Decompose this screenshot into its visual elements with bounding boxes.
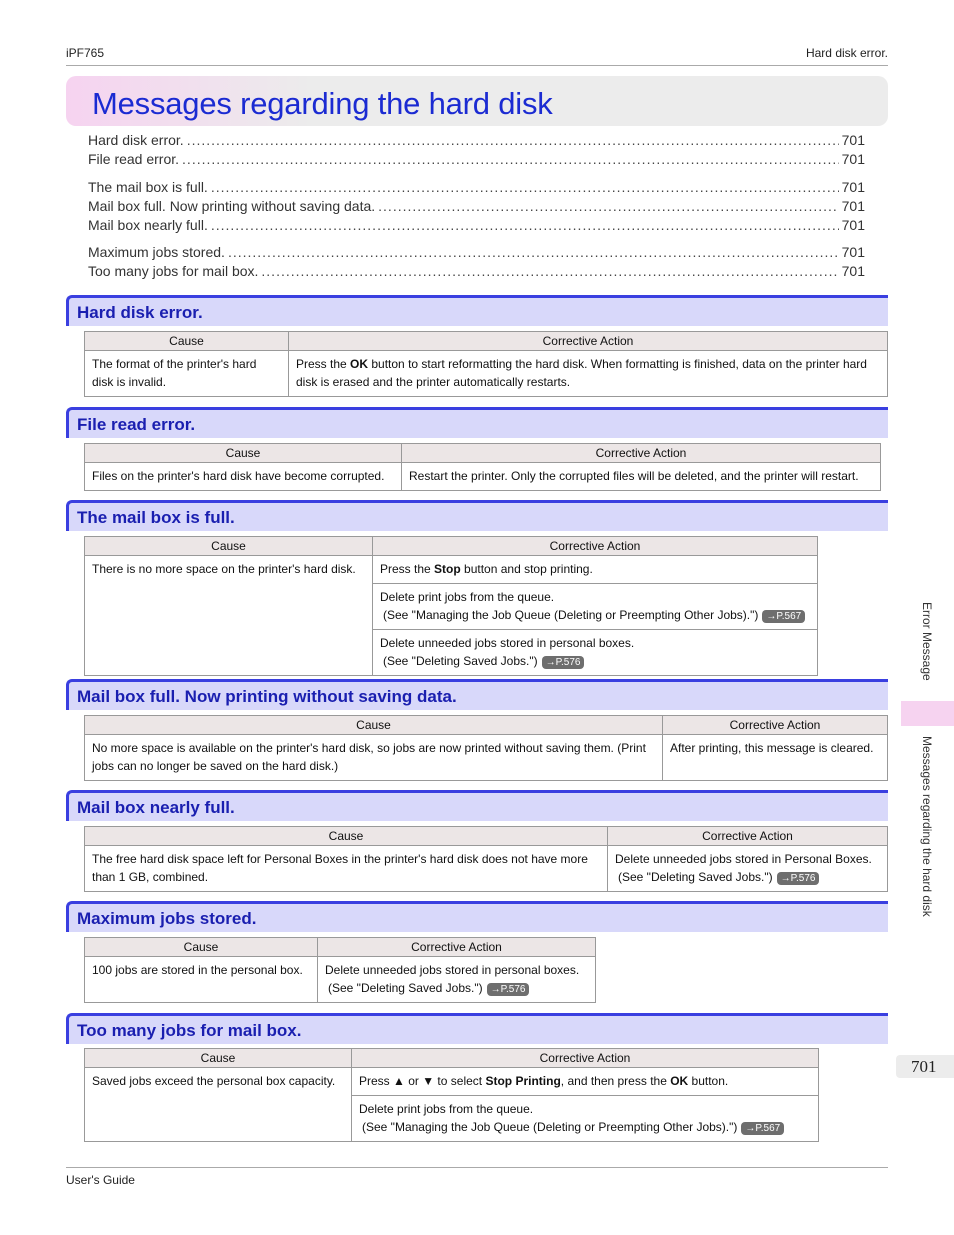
action-text: Press the xyxy=(296,357,351,371)
toc-leader xyxy=(182,150,839,169)
page-reference-link[interactable]: →P.567 xyxy=(762,610,805,623)
toc-group-2 xyxy=(88,178,865,235)
ok-button-label: OK xyxy=(350,357,369,371)
toc-entry-page[interactable]: 701 xyxy=(841,198,865,214)
section-heading-too-many-jobs xyxy=(66,1013,888,1044)
see-reference-text: (See "Deleting Saved Jobs.") xyxy=(618,870,773,884)
page-reference-link[interactable]: →P.567 xyxy=(741,1122,784,1135)
section-title: Mail box full. Now printing without saving data. xyxy=(77,687,457,706)
section-title: Too many jobs for mail box. xyxy=(77,1021,302,1040)
action-text: Delete print jobs from the queue. xyxy=(380,590,555,604)
column-header-action: Corrective Action xyxy=(373,537,818,556)
table-mail-box-full xyxy=(84,536,818,676)
toc-entry-title[interactable]: The mail box is full. xyxy=(88,179,208,195)
column-header-cause: Cause xyxy=(85,537,373,556)
toc-leader xyxy=(228,243,839,262)
side-tab-chapter-label[interactable]: Error Message xyxy=(920,602,934,681)
toc-group-3 xyxy=(88,243,865,281)
page-reference-link[interactable]: →P.576 xyxy=(542,656,585,669)
action-cell xyxy=(352,1096,819,1142)
side-tab-section[interactable] xyxy=(912,736,938,946)
column-header-action: Corrective Action xyxy=(402,444,881,463)
toc-leader xyxy=(211,178,839,197)
column-header-cause: Cause xyxy=(85,1049,352,1068)
action-cell xyxy=(373,556,818,584)
toc-entry-page[interactable]: 701 xyxy=(841,263,865,279)
action-cell xyxy=(373,630,818,676)
cause-cell: The free hard disk space left for Personal Boxes in the printer's hard disk does not have more than 1 GB, combined. xyxy=(85,846,608,892)
action-cell xyxy=(352,1068,819,1096)
side-tab-section-label[interactable]: Messages regarding the hard disk xyxy=(920,736,934,917)
cause-cell: No more space is available on the printer's hard disk, so jobs are now printed without saving them. (Print jobs can no longer be saved on the hard disk.) xyxy=(85,735,663,781)
action-text: Delete unneeded jobs stored in personal boxes. xyxy=(325,963,580,977)
action-text: , and then press the xyxy=(560,1074,671,1088)
toc-entry[interactable] xyxy=(88,262,865,281)
toc-entry-page[interactable]: 701 xyxy=(841,217,865,233)
action-text: Delete unneeded jobs stored in personal boxes. xyxy=(380,636,635,650)
see-reference-text: (See "Deleting Saved Jobs.") xyxy=(328,981,483,995)
toc-entry-page[interactable]: 701 xyxy=(841,244,865,260)
column-header-action: Corrective Action xyxy=(318,938,596,957)
section-heading-maximum-jobs xyxy=(66,901,888,932)
cause-cell: Saved jobs exceed the personal box capacity. xyxy=(85,1068,352,1142)
toc-entry[interactable] xyxy=(88,131,865,150)
toc-leader xyxy=(211,216,839,235)
toc-entry-title[interactable]: Mail box nearly full. xyxy=(88,217,208,233)
column-header-action: Corrective Action xyxy=(663,716,888,735)
page-title-banner xyxy=(66,76,888,126)
cause-cell: Files on the printer's hard disk have become corrupted. xyxy=(85,463,402,491)
action-text: Delete print jobs from the queue. xyxy=(359,1102,534,1116)
section-title: File read error. xyxy=(77,415,196,434)
toc-entry-title[interactable]: Mail box full. Now printing without saving data. xyxy=(88,198,376,214)
stop-button-label: Stop xyxy=(434,562,461,576)
toc-entry[interactable] xyxy=(88,243,865,262)
table-too-many-jobs xyxy=(84,1048,819,1142)
section-heading-mail-box-full-printing xyxy=(66,679,888,710)
table-hard-disk-error xyxy=(84,331,888,397)
side-tab-chapter[interactable] xyxy=(912,602,938,694)
action-cell: Restart the printer. Only the corrupted files will be deleted, and the printer will restart. xyxy=(402,463,881,491)
cause-cell: There is no more space on the printer's hard disk. xyxy=(85,556,373,676)
page-reference-link[interactable]: →P.576 xyxy=(487,983,530,996)
action-cell xyxy=(373,584,818,630)
section-heading-mail-box-full xyxy=(66,500,888,531)
section-heading-file-read-error xyxy=(66,407,888,438)
toc-entry-title[interactable]: Too many jobs for mail box. xyxy=(88,263,259,279)
toc-entry-page[interactable]: 701 xyxy=(841,179,865,195)
column-header-cause: Cause xyxy=(85,444,402,463)
see-reference-text: (See "Managing the Job Queue (Deleting or Preempting Other Jobs).") xyxy=(362,1120,738,1134)
footer-divider xyxy=(66,1167,888,1168)
section-title: Maximum jobs stored. xyxy=(77,909,257,928)
table-file-read-error xyxy=(84,443,881,491)
table-mail-box-full-printing xyxy=(84,715,888,781)
stop-printing-label: Stop Printing xyxy=(485,1074,561,1088)
side-tab-marker xyxy=(901,701,954,726)
toc-entry[interactable] xyxy=(88,216,865,235)
toc-entry-page[interactable]: 701 xyxy=(841,132,865,148)
toc-entry[interactable] xyxy=(88,197,865,216)
header-model: iPF765 xyxy=(66,46,105,60)
toc-group-1 xyxy=(88,131,865,169)
page-reference-link[interactable]: →P.576 xyxy=(777,872,820,885)
toc-entry-title[interactable]: Hard disk error. xyxy=(88,132,184,148)
action-text: Delete unneeded jobs stored in Personal Boxes. xyxy=(615,852,872,866)
footer-title: User's Guide xyxy=(66,1173,135,1187)
action-cell xyxy=(289,351,888,397)
toc-leader xyxy=(261,262,838,281)
toc-leader xyxy=(187,131,839,150)
action-cell: After printing, this message is cleared. xyxy=(663,735,888,781)
table-maximum-jobs xyxy=(84,937,596,1003)
section-heading-mail-box-nearly-full xyxy=(66,790,888,821)
toc-entry-page[interactable]: 701 xyxy=(841,151,865,167)
cause-cell: 100 jobs are stored in the personal box. xyxy=(85,957,318,1003)
action-cell xyxy=(608,846,888,892)
action-text: button. xyxy=(688,1074,729,1088)
header-topic: Hard disk error. xyxy=(805,46,888,60)
section-title: Mail box nearly full. xyxy=(77,798,235,817)
column-header-cause: Cause xyxy=(85,827,608,846)
column-header-action: Corrective Action xyxy=(352,1049,819,1068)
action-text: button to start reformatting the hard disk. When formatting is finished, data on the printer hard disk is erased and the printer automatically restarts. xyxy=(296,357,867,389)
section-title: The mail box is full. xyxy=(77,508,235,527)
page-title: Messages regarding the hard disk xyxy=(92,86,553,121)
column-header-cause: Cause xyxy=(85,938,318,957)
section-heading-hard-disk-error xyxy=(66,295,888,326)
toc-entry-title[interactable]: Maximum jobs stored. xyxy=(88,244,225,260)
ok-button-label: OK xyxy=(670,1074,689,1088)
action-text: Press the xyxy=(380,562,435,576)
column-header-action: Corrective Action xyxy=(289,332,888,351)
table-mail-box-nearly-full xyxy=(84,826,888,892)
action-text: Press ▲ or ▼ to select xyxy=(359,1074,486,1088)
toc-leader xyxy=(378,197,838,216)
section-title: Hard disk error. xyxy=(77,303,203,322)
column-header-cause: Cause xyxy=(85,716,663,735)
column-header-action: Corrective Action xyxy=(608,827,888,846)
action-text: button and stop printing. xyxy=(460,562,593,576)
cause-cell: The format of the printer's hard disk is invalid. xyxy=(85,351,289,397)
toc-entry[interactable] xyxy=(88,150,865,169)
toc-entry[interactable] xyxy=(88,178,865,197)
action-cell xyxy=(318,957,596,1003)
header-divider xyxy=(66,65,888,66)
see-reference-text: (See "Managing the Job Queue (Deleting or Preempting Other Jobs).") xyxy=(383,608,759,622)
page-number: 701 xyxy=(896,1055,954,1078)
toc-entry-title[interactable]: File read error. xyxy=(88,151,180,167)
column-header-cause: Cause xyxy=(85,332,289,351)
see-reference-text: (See "Deleting Saved Jobs.") xyxy=(383,654,538,668)
